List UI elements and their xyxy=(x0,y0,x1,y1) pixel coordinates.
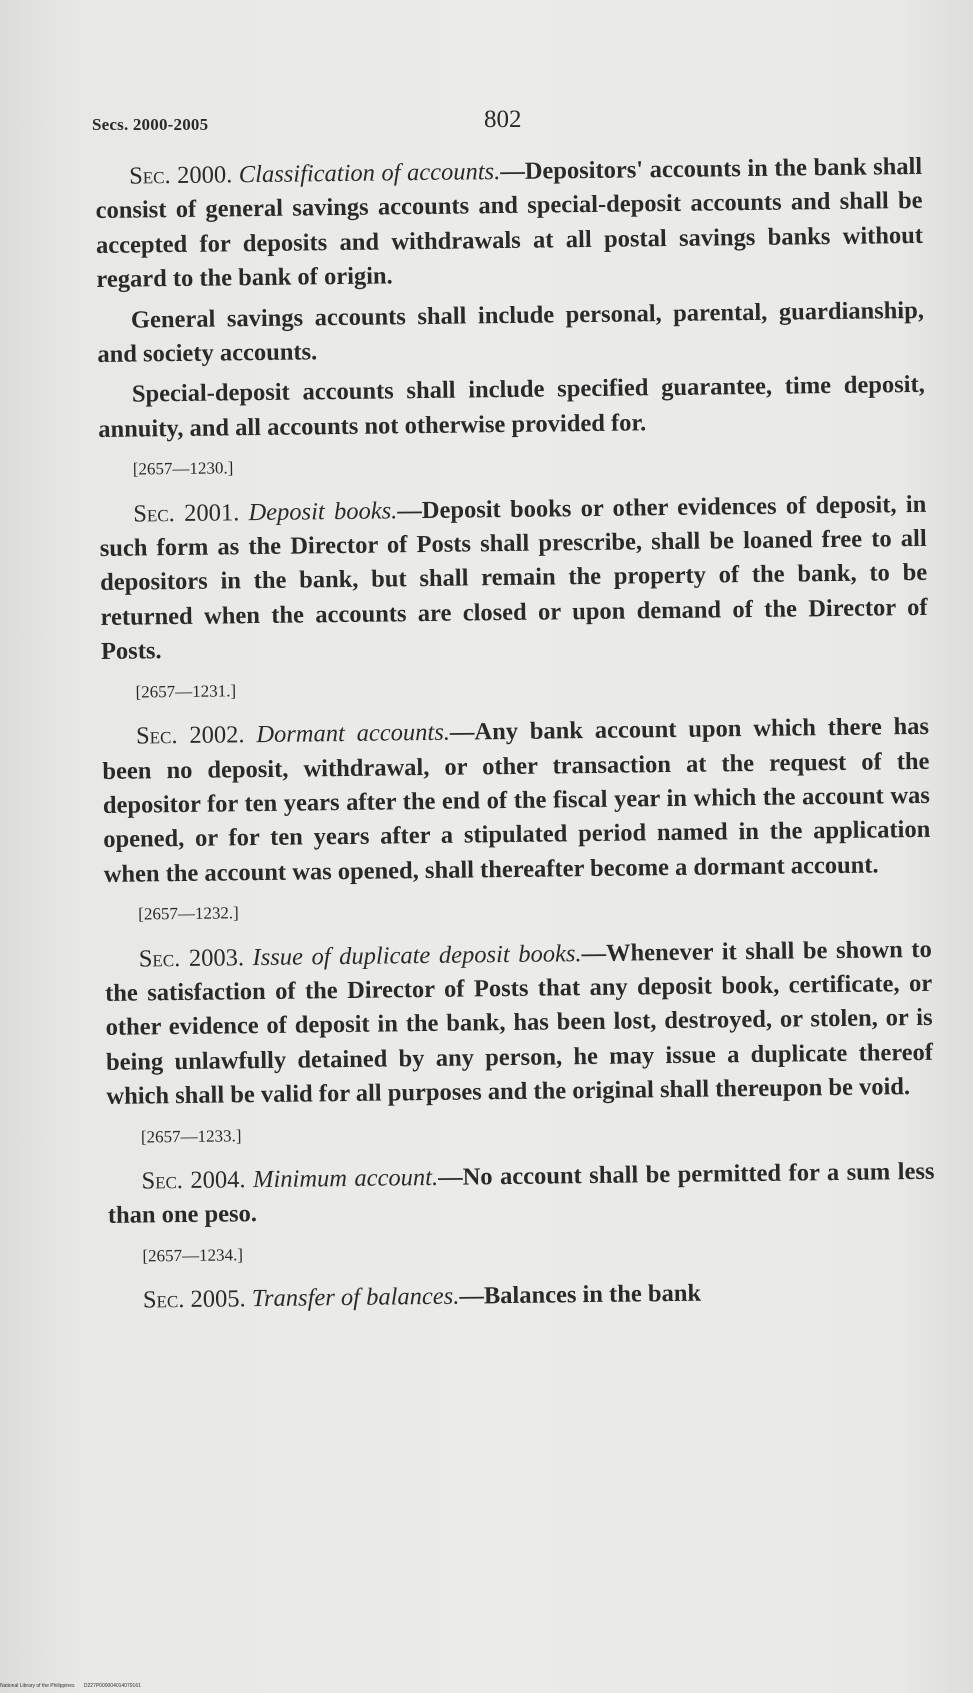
section-text: —No account shall be permitted for a sum less than one peso. xyxy=(107,1157,935,1230)
section-title: Minimum account. xyxy=(252,1163,439,1194)
section-label: Sec. xyxy=(135,722,178,750)
section-reference: [2657—1234.] xyxy=(142,1245,244,1266)
section-text: —Any bank account upon which there has been no deposit, withdrawal, or other transaction at the request of the depositor for ten years after the end of the fiscal year in which the account was opened, or for ten years after a stipulated period named in the application when the account was opened, shall thereafter become a dormant account. xyxy=(102,712,931,888)
section-number: 2002. xyxy=(189,721,245,749)
section-2002 xyxy=(102,710,931,892)
section-text: —Depositors' accounts in the bank shall consist of general savings accounts and special-deposit accounts and shall be accepted for deposits and withdrawals at all postal savings banks without regard to the bank of origin. xyxy=(95,152,924,294)
section-number: 2004. xyxy=(190,1166,246,1194)
scan-code: D227P000004014079161 xyxy=(83,1683,141,1689)
library-credit: National Library of the Philippines xyxy=(0,1683,75,1689)
page-number: 802 xyxy=(484,106,522,133)
section-reference: [2657—1230.] xyxy=(132,458,234,479)
section-2005 xyxy=(109,1274,936,1319)
section-title: Issue of duplicate deposit books. xyxy=(252,939,582,971)
section-label: Sec. xyxy=(142,1286,185,1314)
section-label: Sec. xyxy=(141,1166,184,1195)
section-2000 xyxy=(95,150,924,298)
section-2000-paragraph: Special-deposit accounts shall include specified guarantee, time deposit, annuity, and all accounts not otherwise provided for. xyxy=(98,371,925,443)
section-text: —Whenever it shall be shown to the satisfaction of the Director of Posts that any deposit book, certificate, or other evidence of deposit in the bank, has been lost, destroyed, or stolen, or is being unlawfully detained by any person, he may issue a duplicate thereof which shall be valid for all purposes and the original shall thereupon be void. xyxy=(105,935,934,1111)
scan-footer xyxy=(0,1683,149,1689)
section-reference: [2657—1231.] xyxy=(135,681,237,702)
section-2004 xyxy=(107,1155,935,1234)
section-title: Dormant accounts. xyxy=(256,718,451,749)
section-reference: [2657—1233.] xyxy=(140,1125,242,1147)
section-text: —Deposit books or other evidences of deposit, in such form as the Director of Posts shall prescribe, shall be loaned free to all depositors in the bank, but shall remain the property of the bank, to be returned when the accounts are closed or upon demand of the Director of Posts. xyxy=(99,490,928,666)
section-number: 2003. xyxy=(188,943,245,972)
section-reference: [2657—1232.] xyxy=(138,903,239,924)
section-text: —Balances in the bank xyxy=(459,1279,702,1310)
section-label: Sec. xyxy=(133,499,175,528)
body-text xyxy=(95,150,936,1325)
section-number: 2005. xyxy=(190,1285,246,1314)
section-label: Sec. xyxy=(129,162,171,190)
section-label: Sec. xyxy=(138,944,181,973)
section-title: Classification of accounts. xyxy=(238,158,501,189)
section-title: Transfer of balances. xyxy=(251,1282,460,1313)
section-number: 2001. xyxy=(183,498,240,527)
section-title: Deposit books. xyxy=(248,496,398,526)
running-header-sections: Secs. 2000-2005 xyxy=(92,115,209,134)
section-2003 xyxy=(105,932,934,1114)
section-2000-paragraph: General savings accounts shall include personal, parental, guardianship, and society accounts. xyxy=(97,296,925,369)
section-2001 xyxy=(99,488,928,670)
section-number: 2000. xyxy=(177,161,233,189)
